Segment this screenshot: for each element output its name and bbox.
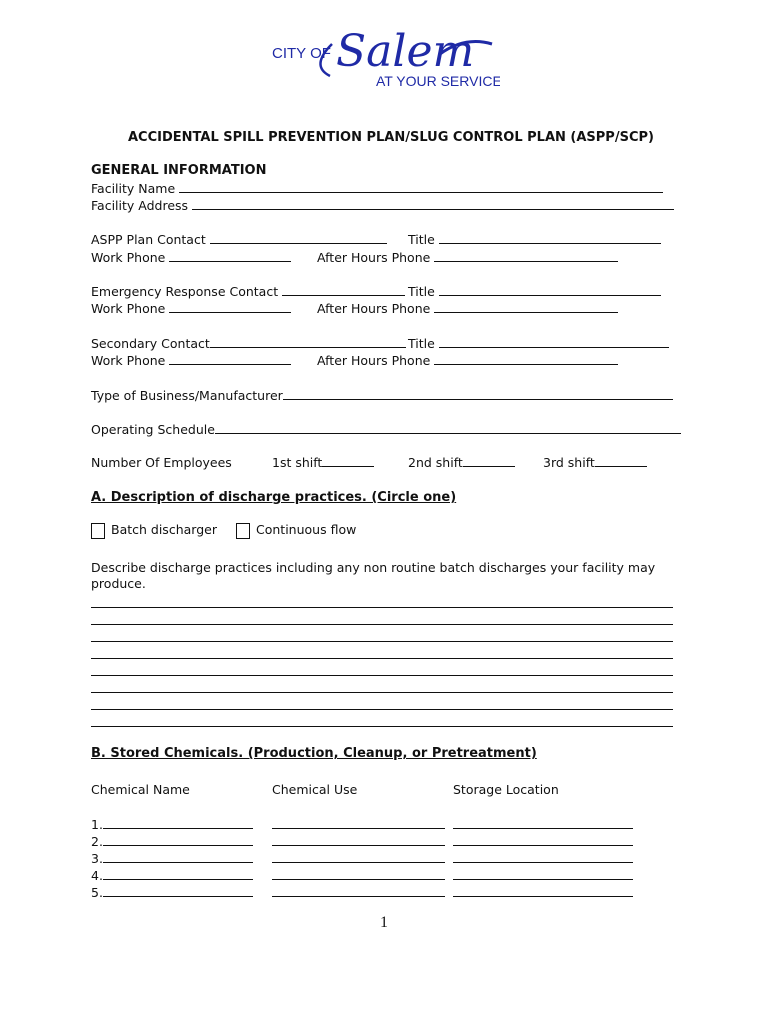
chemical-name-input[interactable] [103, 885, 253, 897]
continuous-option[interactable] [236, 522, 356, 539]
aspp-work-phone-row [91, 250, 291, 265]
shift2-label: 2nd shift [408, 455, 463, 470]
col-chemical-name: Chemical Name [91, 782, 190, 797]
aspp-after-hours-input[interactable] [434, 250, 618, 262]
aspp-contact-row [91, 232, 387, 247]
emergency-contact-input[interactable] [282, 284, 405, 296]
emergency-work-phone-label: Work Phone [91, 301, 166, 316]
facility-name-row [91, 181, 663, 196]
section-a-heading: A. Description of discharge practices. (Circle one) [91, 490, 457, 505]
aspp-after-hours-label: After Hours Phone [317, 250, 431, 265]
aspp-work-phone-label: Work Phone [91, 250, 166, 265]
row-number: 3. [91, 851, 103, 866]
facility-address-label: Facility Address [91, 198, 189, 213]
storage-location-line[interactable] [453, 828, 633, 829]
secondary-work-phone-label: Work Phone [91, 353, 166, 368]
shift1-row [272, 455, 374, 470]
describe-line[interactable] [91, 658, 673, 659]
emergency-contact-label: Emergency Response Contact [91, 284, 279, 299]
aspp-title-label: Title [408, 232, 435, 247]
describe-line[interactable] [91, 692, 673, 693]
row-number: 2. [91, 834, 103, 849]
chemical-name-input[interactable] [103, 851, 253, 863]
emergency-after-hours-row [317, 301, 618, 316]
facility-name-label: Facility Name [91, 181, 176, 196]
secondary-contact-label: Secondary Contact [91, 336, 210, 351]
secondary-contact-row [91, 336, 406, 351]
storage-location-line[interactable] [453, 862, 633, 863]
chemical-row-2 [91, 834, 253, 849]
aspp-title-row [408, 232, 661, 247]
secondary-after-hours-label: After Hours Phone [317, 353, 431, 368]
storage-location-line[interactable] [453, 879, 633, 880]
emergency-title-row [408, 284, 661, 299]
chemical-row-5 [91, 885, 253, 900]
chemical-row-1 [91, 817, 253, 832]
emergency-after-hours-label: After Hours Phone [317, 301, 431, 316]
storage-location-line[interactable] [453, 896, 633, 897]
document-title: ACCIDENTAL SPILL PREVENTION PLAN/SLUG CONTROL PLAN (ASPP/SCP) [128, 130, 654, 145]
shift2-row [408, 455, 515, 470]
shift1-input[interactable] [322, 455, 374, 467]
chemical-use-line[interactable] [272, 879, 445, 880]
chemical-use-line[interactable] [272, 845, 445, 846]
emergency-work-phone-input[interactable] [169, 301, 291, 313]
secondary-contact-input[interactable] [210, 336, 406, 348]
aspp-contact-label: ASPP Plan Contact [91, 232, 206, 247]
col-chemical-use: Chemical Use [272, 782, 358, 797]
secondary-title-label: Title [408, 336, 435, 351]
describe-text-2: produce. [91, 576, 146, 591]
secondary-title-input[interactable] [439, 336, 669, 348]
logo-city-of: CITY OF [272, 45, 331, 62]
operating-schedule-label: Operating Schedule [91, 422, 215, 437]
aspp-after-hours-row [317, 250, 618, 265]
shift1-label: 1st shift [272, 455, 323, 470]
secondary-work-phone-row [91, 353, 291, 368]
emergency-work-phone-row [91, 301, 291, 316]
general-heading: GENERAL INFORMATION [91, 163, 267, 178]
chemical-use-line[interactable] [272, 896, 445, 897]
business-type-row [91, 388, 673, 403]
chemical-row-3 [91, 851, 253, 866]
describe-line[interactable] [91, 641, 673, 642]
page-number: 1 [380, 914, 388, 931]
chemical-name-input[interactable] [103, 817, 253, 829]
operating-schedule-row [91, 422, 681, 437]
operating-schedule-input[interactable] [215, 422, 681, 434]
col-storage-location: Storage Location [453, 782, 559, 797]
describe-line[interactable] [91, 607, 673, 608]
emergency-after-hours-input[interactable] [434, 301, 618, 313]
logo-tagline: AT YOUR SERVICE [376, 73, 500, 89]
facility-address-row [91, 198, 674, 213]
chemical-name-input[interactable] [103, 834, 253, 846]
secondary-title-row [408, 336, 669, 351]
facility-name-input[interactable] [179, 181, 663, 193]
aspp-work-phone-input[interactable] [169, 250, 291, 262]
employees-label: Number Of Employees [91, 455, 232, 470]
shift3-row [543, 455, 647, 470]
continuous-label: Continuous flow [256, 522, 357, 537]
emergency-title-label: Title [408, 284, 435, 299]
continuous-checkbox[interactable] [236, 523, 250, 539]
logo-salem: Salem [336, 26, 475, 77]
emergency-title-input[interactable] [439, 284, 661, 296]
business-type-input[interactable] [283, 388, 673, 400]
emergency-contact-row [91, 284, 405, 299]
secondary-work-phone-input[interactable] [169, 353, 291, 365]
shift3-label: 3rd shift [543, 455, 595, 470]
describe-line[interactable] [91, 726, 673, 727]
describe-line[interactable] [91, 709, 673, 710]
business-type-label: Type of Business/Manufacturer [91, 388, 283, 403]
aspp-title-input[interactable] [439, 232, 661, 244]
facility-address-input[interactable] [192, 198, 674, 210]
aspp-contact-input[interactable] [210, 232, 387, 244]
chemical-use-line[interactable] [272, 862, 445, 863]
row-number: 1. [91, 817, 103, 832]
batch-option[interactable] [91, 522, 217, 539]
batch-label: Batch discharger [111, 522, 217, 537]
section-b-heading: B. Stored Chemicals. (Production, Cleanup, or Pretreatment) [91, 746, 537, 761]
chemical-use-line[interactable] [272, 828, 445, 829]
storage-location-line[interactable] [453, 845, 633, 846]
salem-logo-graphic [270, 14, 500, 94]
shift3-input[interactable] [595, 455, 647, 467]
describe-line[interactable] [91, 624, 673, 625]
shift2-input[interactable] [463, 455, 515, 467]
row-number: 5. [91, 885, 103, 900]
secondary-after-hours-row [317, 353, 618, 368]
describe-text-1: Describe discharge practices including any non routine batch discharges your facility may [91, 560, 656, 575]
batch-checkbox[interactable] [91, 523, 105, 539]
row-number: 4. [91, 868, 103, 883]
describe-line[interactable] [91, 675, 673, 676]
secondary-after-hours-input[interactable] [434, 353, 618, 365]
chemical-name-input[interactable] [103, 868, 253, 880]
chemical-row-4 [91, 868, 253, 883]
city-logo [270, 14, 500, 94]
